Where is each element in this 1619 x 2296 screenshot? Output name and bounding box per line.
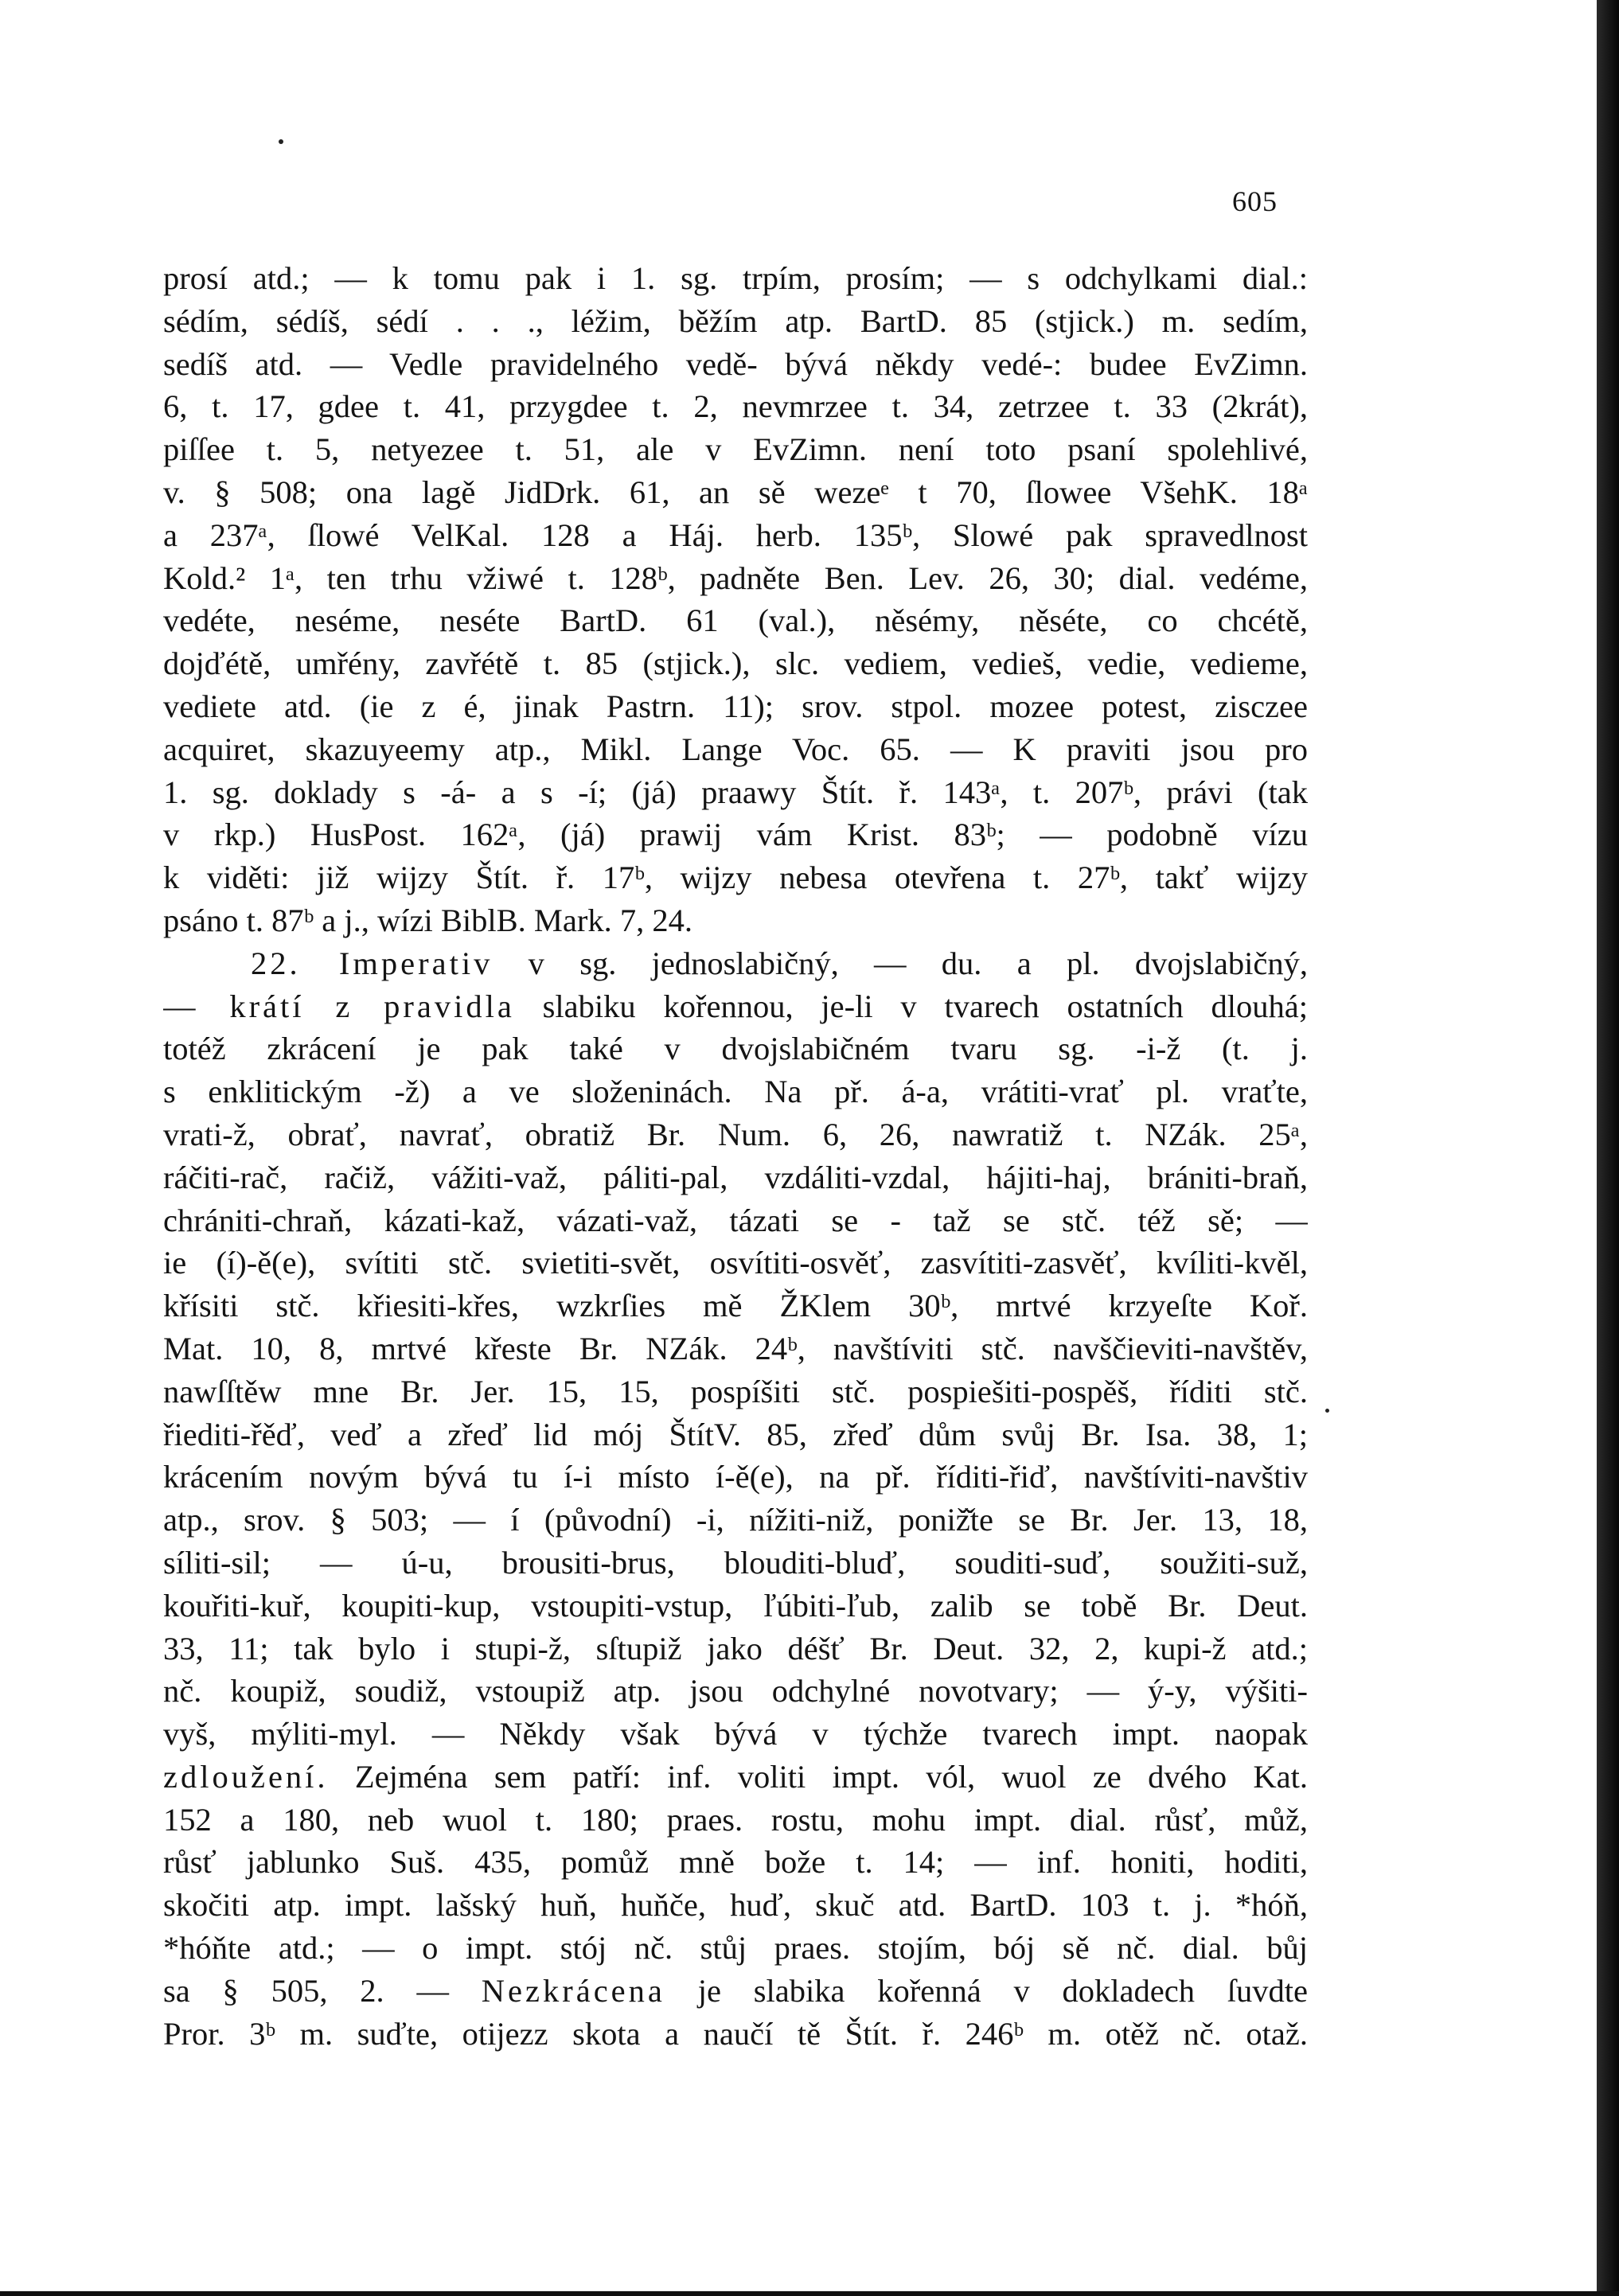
text-line: *hóňte atd.; — o impt. stój nč. stůj praes. stojím, bój sě nč. dial. bůj — [163, 1930, 1308, 1967]
text-fragment: v sg. jednoslabičný, — du. a pl. dvojslabičný, — [528, 945, 1308, 981]
text-line: ie (í)-ě(e), svítiti stč. svietiti-svět, osvítiti-osvěť, zasvítiti-zasvěť, kvíliti-kvěl, — [163, 1245, 1308, 1281]
scan-speck — [279, 139, 283, 144]
text-line: vedéte, neséme, neséte BartD. 61 (val.), něsémy, něséte, co chcétě, — [163, 602, 1308, 639]
text-fragment: sa § 505, 2. — — [163, 1972, 449, 2009]
emphasized-text: — krátí z pravidla — [163, 988, 515, 1024]
text-line: skočiti atp. impt. lašský huň, huňče, huď, skuč atd. BartD. 103 t. j. *hóň, — [163, 1887, 1308, 1924]
page-number: 605 — [1232, 185, 1278, 217]
text-line: psáno t. 87ᵇ a j., wízi BiblB. Mark. 7, 24. — [163, 902, 692, 938]
text-fragment: Zejména sem patří: inf. voliti impt. vól, wuol ze dvého Kat. — [354, 1758, 1308, 1795]
text-line: acquiret, skazuyeemy atp., Mikl. Lange Voc. 65. — K praviti jsou pro — [163, 731, 1308, 767]
text-line: v rkp.) HusPost. 162ᵃ, (já) prawij vám Krist. 83ᵇ; — podobně vízu — [163, 817, 1308, 853]
text-line: ráčiti-rač, račiž, vážiti-važ, páliti-pal, vzdáliti-vzdal, hájiti-haj, brániti-braň, — [163, 1159, 1308, 1195]
text-line — [163, 1756, 1308, 1799]
text-line: Kold.² 1ᵃ, ten trhu vžiwé t. 128ᵇ, padněte Ben. Lev. 26, 30; dial. vedéme, — [163, 559, 1308, 596]
text-line: sedíš atd. — Vedle pravidelného vedě- bývá někdy vedé-: budee EvZimn. — [163, 345, 1308, 382]
text-line: růsť jablunko Suš. 435, pomůž mně bože t. 14; — inf. honiti, hoditi, — [163, 1844, 1308, 1881]
text-line — [163, 1970, 1308, 2013]
text-line: křísiti stč. křiesiti-křes, wzkrſies mě ŽKlem 30ᵇ, mrtvé krzyeſte Koř. — [163, 1288, 1308, 1324]
text-line: sédím, sédíš, sédí . . ., léžim, běžím atp. BartD. 85 (stjick.) m. sedím, — [163, 302, 1308, 339]
text-line: Pror. 3ᵇ m. suďte, otijezz skota a naučí tě Štít. ř. 246ᵇ m. otěž nč. otaž. — [163, 2015, 1308, 2052]
emphasized-text: zdloužení. — [163, 1758, 329, 1795]
text-line: atp., srov. § 503; — í (původní) -i, nížiti-niž, poniž̌te se Br. Jer. 13, 18, — [163, 1502, 1308, 1538]
text-body — [163, 257, 1308, 2055]
text-line: 152 a 180, neb wuol t. 180; praes. rostu, mohu impt. dial. růsť, můž, — [163, 1801, 1308, 1838]
text-line: prosí atd.; — k tomu pak i 1. sg. trpím, prosím; — s odchylkami dial.: — [163, 260, 1308, 296]
text-line: totéž zkrácení je pak také v dvojslabičném tvaru sg. -i-ž (t. j. — [163, 1031, 1308, 1067]
text-line: 1. sg. doklady s -á- a s -í; (já) praawy Štít. ř. 143ᵃ, t. 207ᵇ, právi (tak — [163, 774, 1308, 810]
text-line: Mat. 10, 8, mrtvé křeste Br. NZák. 24ᵇ, navštíviti stč. navščieviti-navštěv, — [163, 1330, 1308, 1366]
text-line: krácením novým bývá tu í-i místo í-ě(e), na př. říditi-řiď, navštíviti-navštiv — [163, 1459, 1308, 1495]
text-line: nč. koupiž, soudiž, vstoupiž atp. jsou odchylné novotvary; — ý-y, výšiti- — [163, 1673, 1308, 1709]
text-line: k viděti: již wijzy Štít. ř. 17ᵇ, wijzy nebesa otevřena t. 27ᵇ, takť wijzy — [163, 860, 1308, 896]
text-line: dojďétě, umřény, zavřétě t. 85 (stjick.), slc. vediem, vedieš, vedie, vedieme, — [163, 645, 1308, 682]
text-line: a 237ᵃ, ſlowé VelKal. 128 a Háj. herb. 135ᵇ, Slowé pak spravedlnost — [163, 517, 1308, 553]
text-line: piſſee t. 5, netyezee t. 51, ale v EvZimn. není toto psaní spolehlivé, — [163, 431, 1308, 468]
text-fragment: slabiku kořennou, je-li v tvarech ostatních dlouhá; — [542, 988, 1308, 1024]
text-line: vyš, mýliti-myl. — Někdy však bývá v týchže tvarech impt. naopak — [163, 1716, 1308, 1752]
text-line: síliti-sil; — ú-u, brousiti-brus, blouditi-bluď, souditi-suď, soužiti-suž, — [163, 1544, 1308, 1581]
text-line: 33, 11; tak bylo i stupi-ž, sſtupiž jako déšť Br. Deut. 32, 2, kupi-ž atd.; — [163, 1630, 1308, 1666]
scan-edge-bottom — [0, 2291, 1619, 2296]
paragraph-start — [163, 942, 1308, 985]
text-line: nawſſtěw mne Br. Jer. 15, 15, pospíšiti stč. pospiešiti-pospěš, říditi stč. — [163, 1373, 1308, 1409]
text-line: chrániti-chraň, kázati-kaž, vázati-važ, tázati se - taž se stč. též sě; — — [163, 1202, 1308, 1238]
section-heading: 22. Imperativ — [251, 945, 494, 981]
text-fragment: je slabika kořenná v dokladech ſuvdte — [697, 1972, 1308, 2009]
text-line: kouřiti-kuř, koupiti-kup, vstoupiti-vstup, ľúbiti-ľub, zalib se tobě Br. Deut. — [163, 1587, 1308, 1624]
text-line: 6, t. 17, gdee t. 41, przygdee t. 2, nevmrzee t. 34, zetrzee t. 33 (2krát), — [163, 388, 1308, 425]
text-line: řiediti-řěď, veď a zřeď lid mój ŠtítV. 85, zřeď dům svůj Br. Isa. 38, 1; — [163, 1416, 1308, 1452]
text-line: vrati-ž, obrať, navrať, obratiž Br. Num. 6, 26, nawratiž t. NZák. 25ᵃ, — [163, 1116, 1308, 1152]
text-line: v. § 508; ona lagě JidDrk. 61, an sě wezeᵉ t 70, ſlowee VšehK. 18ᵃ — [163, 474, 1308, 510]
text-line: vediete atd. (ie z é, jinak Pastrn. 11); srov. stpol. mozee potest, zisczee — [163, 688, 1308, 724]
text-line — [163, 985, 1308, 1028]
text-line: s enklitickým -ž) a ve složeninách. Na př. á-a, vrátiti-vrať pl. vraťte, — [163, 1074, 1308, 1110]
scan-speck — [1325, 1409, 1329, 1413]
scan-edge-right — [1597, 0, 1619, 2296]
emphasized-text: Nezkrácena — [481, 1972, 665, 2009]
